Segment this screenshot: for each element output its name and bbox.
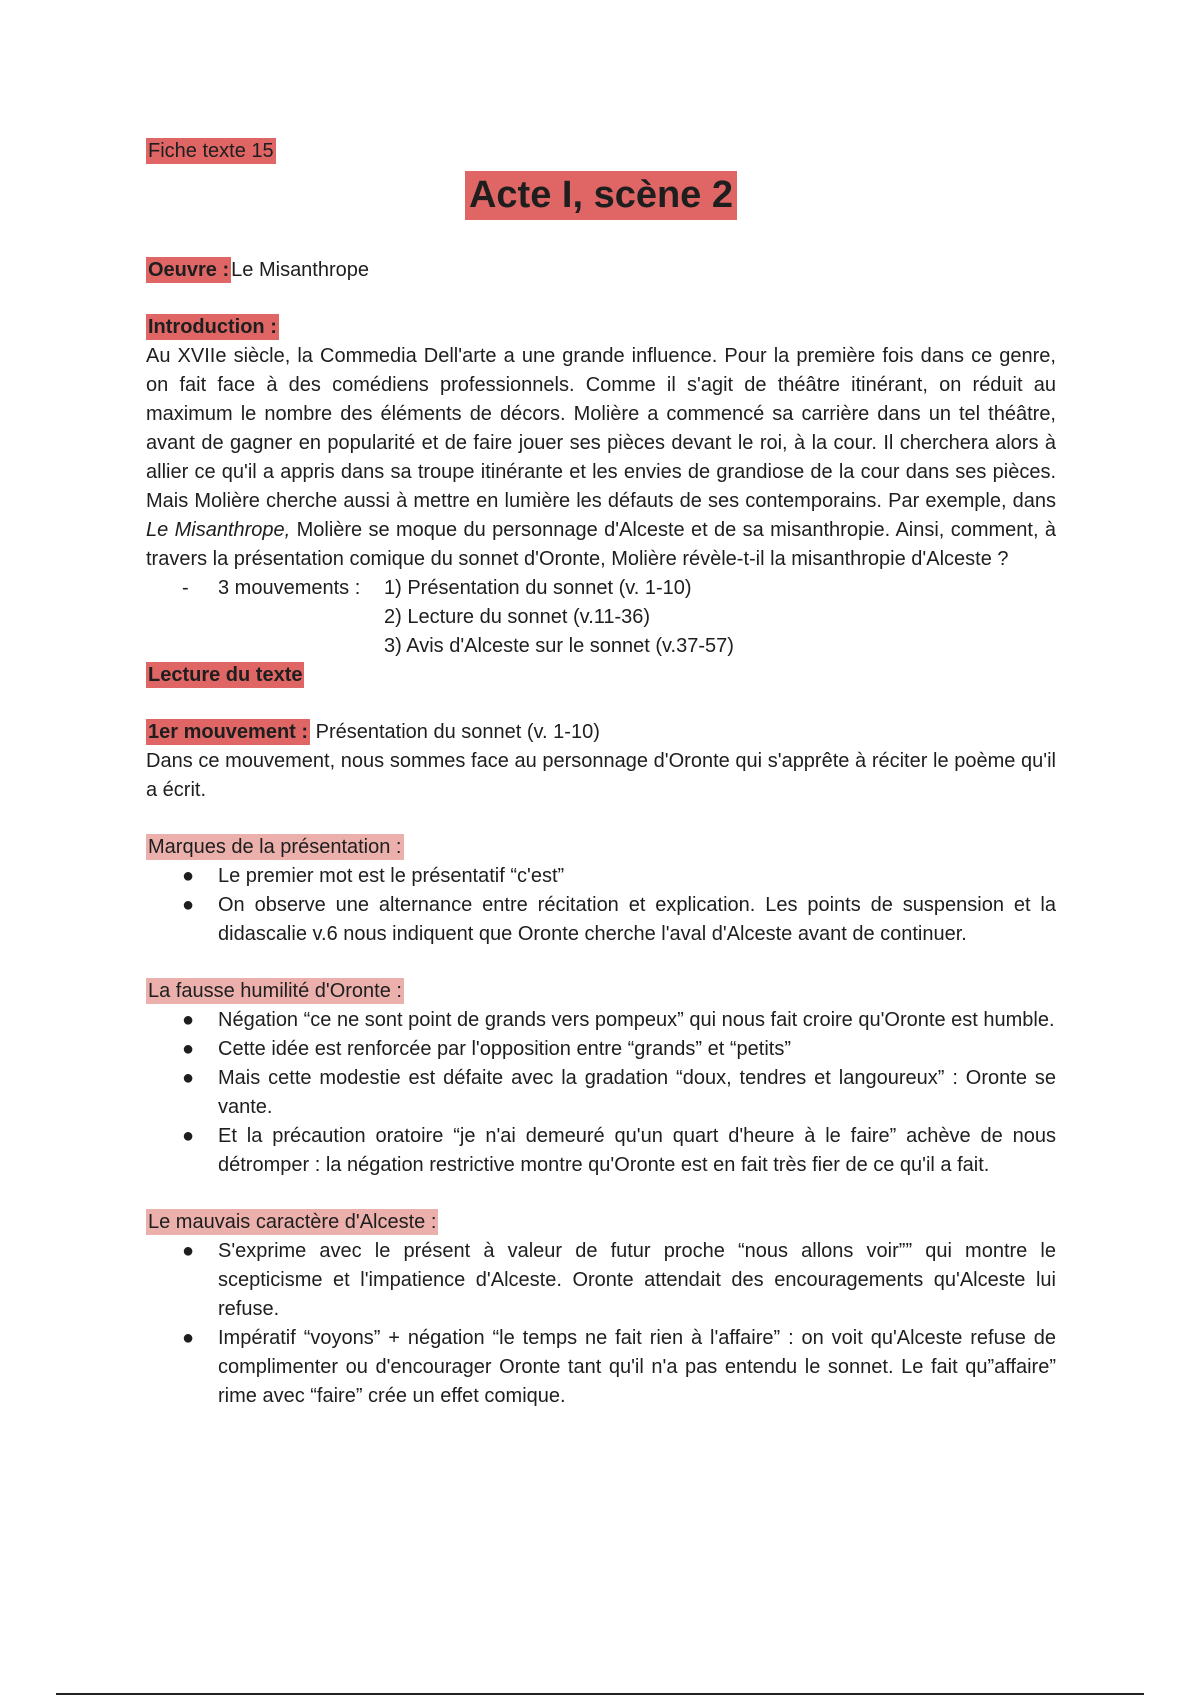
list-item: ● Impératif “voyons” + négation “le temps ne fait rien à l'affaire” : on voit qu'Alceste refuse de complimenter ou d'encourager Oronte tant qu'il n'a pas entendu le sonnet. Le fait qu”affaire” rime avec “faire” crée un effet comique. <box>146 1324 1056 1411</box>
document-page <box>146 140 1056 1411</box>
movement-item: 2) Lecture du sonnet (v.11-36) <box>384 606 651 628</box>
bottom-divider <box>56 1693 1144 1695</box>
movements-row-1 <box>146 574 1056 603</box>
mouvement1-heading-row <box>146 718 1056 747</box>
introduction-heading-row <box>146 313 1056 342</box>
bullet-icon: ● <box>182 1038 195 1060</box>
introduction-text-1: Au XVIIe siècle, la Commedia Dell'arte a une grande influence. Pour la première fois dans ce genre, on fait face à des comédiens professionnels. Comme il s'agit de théâtre itinérant, on réduit au maximum le nombre des éléments de décors. Molière a commencé sa carrière dans un tel théâtre, avant de gagner en popularité et de faire jouer ses pièces devant le roi, à la cour. Il cherchera alors à allier ce qu'il a appris dans sa troupe itinérante et les envies de grandiose de la cour dans ses pièces. Mais Molière cherche aussi à mettre en lumière les défauts de ses contemporains. Par exemple, dans <box>146 345 1056 512</box>
oeuvre-value: Le Misanthrope <box>231 259 370 281</box>
title-row <box>146 171 1056 220</box>
list-item: ● Le premier mot est le présentatif “c'est” <box>146 862 1056 891</box>
fiche-tag: Fiche texte 15 <box>148 140 274 162</box>
mouvement1-title: Présentation du sonnet (v. 1-10) <box>315 721 600 743</box>
lecture-label: Lecture du texte <box>148 664 303 686</box>
oeuvre-row <box>146 256 1056 285</box>
bullet-icon: ● <box>182 1067 195 1089</box>
list-item: ● Cette idée est renforcée par l'opposition entre “grands” et “petits” <box>146 1035 1056 1064</box>
bullet-icon: ● <box>182 1009 195 1031</box>
list-item: ● Négation “ce ne sont point de grands vers pompeux” qui nous fait croire qu'Oronte est humble. <box>146 1006 1056 1035</box>
lecture-heading-row <box>146 661 1056 690</box>
bullet-icon: ● <box>182 865 195 887</box>
list-item: ● Et la précaution oratoire “je n'ai demeuré qu'un quart d'heure à le faire” achève de nous détromper : la négation restrictive montre qu'Oronte est en fait très fier de ce qu'il a fait. <box>146 1122 1056 1180</box>
movements-row-3 <box>146 632 1056 661</box>
movements-label: 3 mouvements : <box>218 577 361 599</box>
bullet-icon: ● <box>182 1327 195 1349</box>
bullet-icon: ● <box>182 1125 195 1147</box>
mouvement1-label: 1er mouvement : <box>148 721 309 743</box>
movements-row-2 <box>146 603 1056 632</box>
fiche-tag-row <box>146 140 1056 163</box>
section-heading-row <box>146 833 1056 862</box>
list-item: ● S'exprime avec le présent à valeur de futur proche “nous allons voir”” qui montre le scepticisme et l'impatience d'Alceste. Oronte attendait des encouragements qu'Alceste lui refuse. <box>146 1237 1056 1324</box>
introduction-paragraph <box>146 342 1056 574</box>
section-heading-row <box>146 977 1056 1006</box>
movements-dash: - <box>182 577 189 599</box>
list-item: ● Mais cette modestie est défaite avec la gradation “doux, tendres et langoureux” : Oronte se vante. <box>146 1064 1056 1122</box>
bullet-list-humilite <box>146 1006 1056 1180</box>
section-heading-presentation: Marques de la présentation : <box>148 836 402 858</box>
oeuvre-label: Oeuvre : <box>148 259 230 281</box>
introduction-text-2: Molière se moque du personnage d'Alceste et de sa misanthropie. Ainsi, comment, à travers la présentation comique du sonnet d'Oronte, Molière révèle-t-il la misanthropie d'Alceste ? <box>146 519 1057 570</box>
page-title: Acte I, scène 2 <box>465 171 737 220</box>
bullet-icon: ● <box>182 894 195 916</box>
section-heading-caractere: Le mauvais caractère d'Alceste : <box>148 1211 437 1233</box>
bullet-icon: ● <box>182 1240 195 1262</box>
section-heading-humilite: La fausse humilité d'Oronte : <box>148 980 402 1002</box>
introduction-label: Introduction : <box>148 316 277 338</box>
bullet-list-presentation <box>146 862 1056 949</box>
list-item: ● On observe une alternance entre récitation et explication. Les points de suspension et la didascalie v.6 nous indiquent que Oronte cherche l'aval d'Alceste avant de continuer. <box>146 891 1056 949</box>
movement-item: 3) Avis d'Alceste sur le sonnet (v.37-57) <box>384 635 734 657</box>
mouvement1-paragraph: Dans ce mouvement, nous sommes face au personnage d'Oronte qui s'apprête à réciter le poème qu'il a écrit. <box>146 750 1056 801</box>
movement-item: 1) Présentation du sonnet (v. 1-10) <box>384 577 692 599</box>
introduction-italic: Le Misanthrope, <box>146 519 291 541</box>
section-heading-row <box>146 1208 1056 1237</box>
bullet-list-caractere <box>146 1237 1056 1411</box>
